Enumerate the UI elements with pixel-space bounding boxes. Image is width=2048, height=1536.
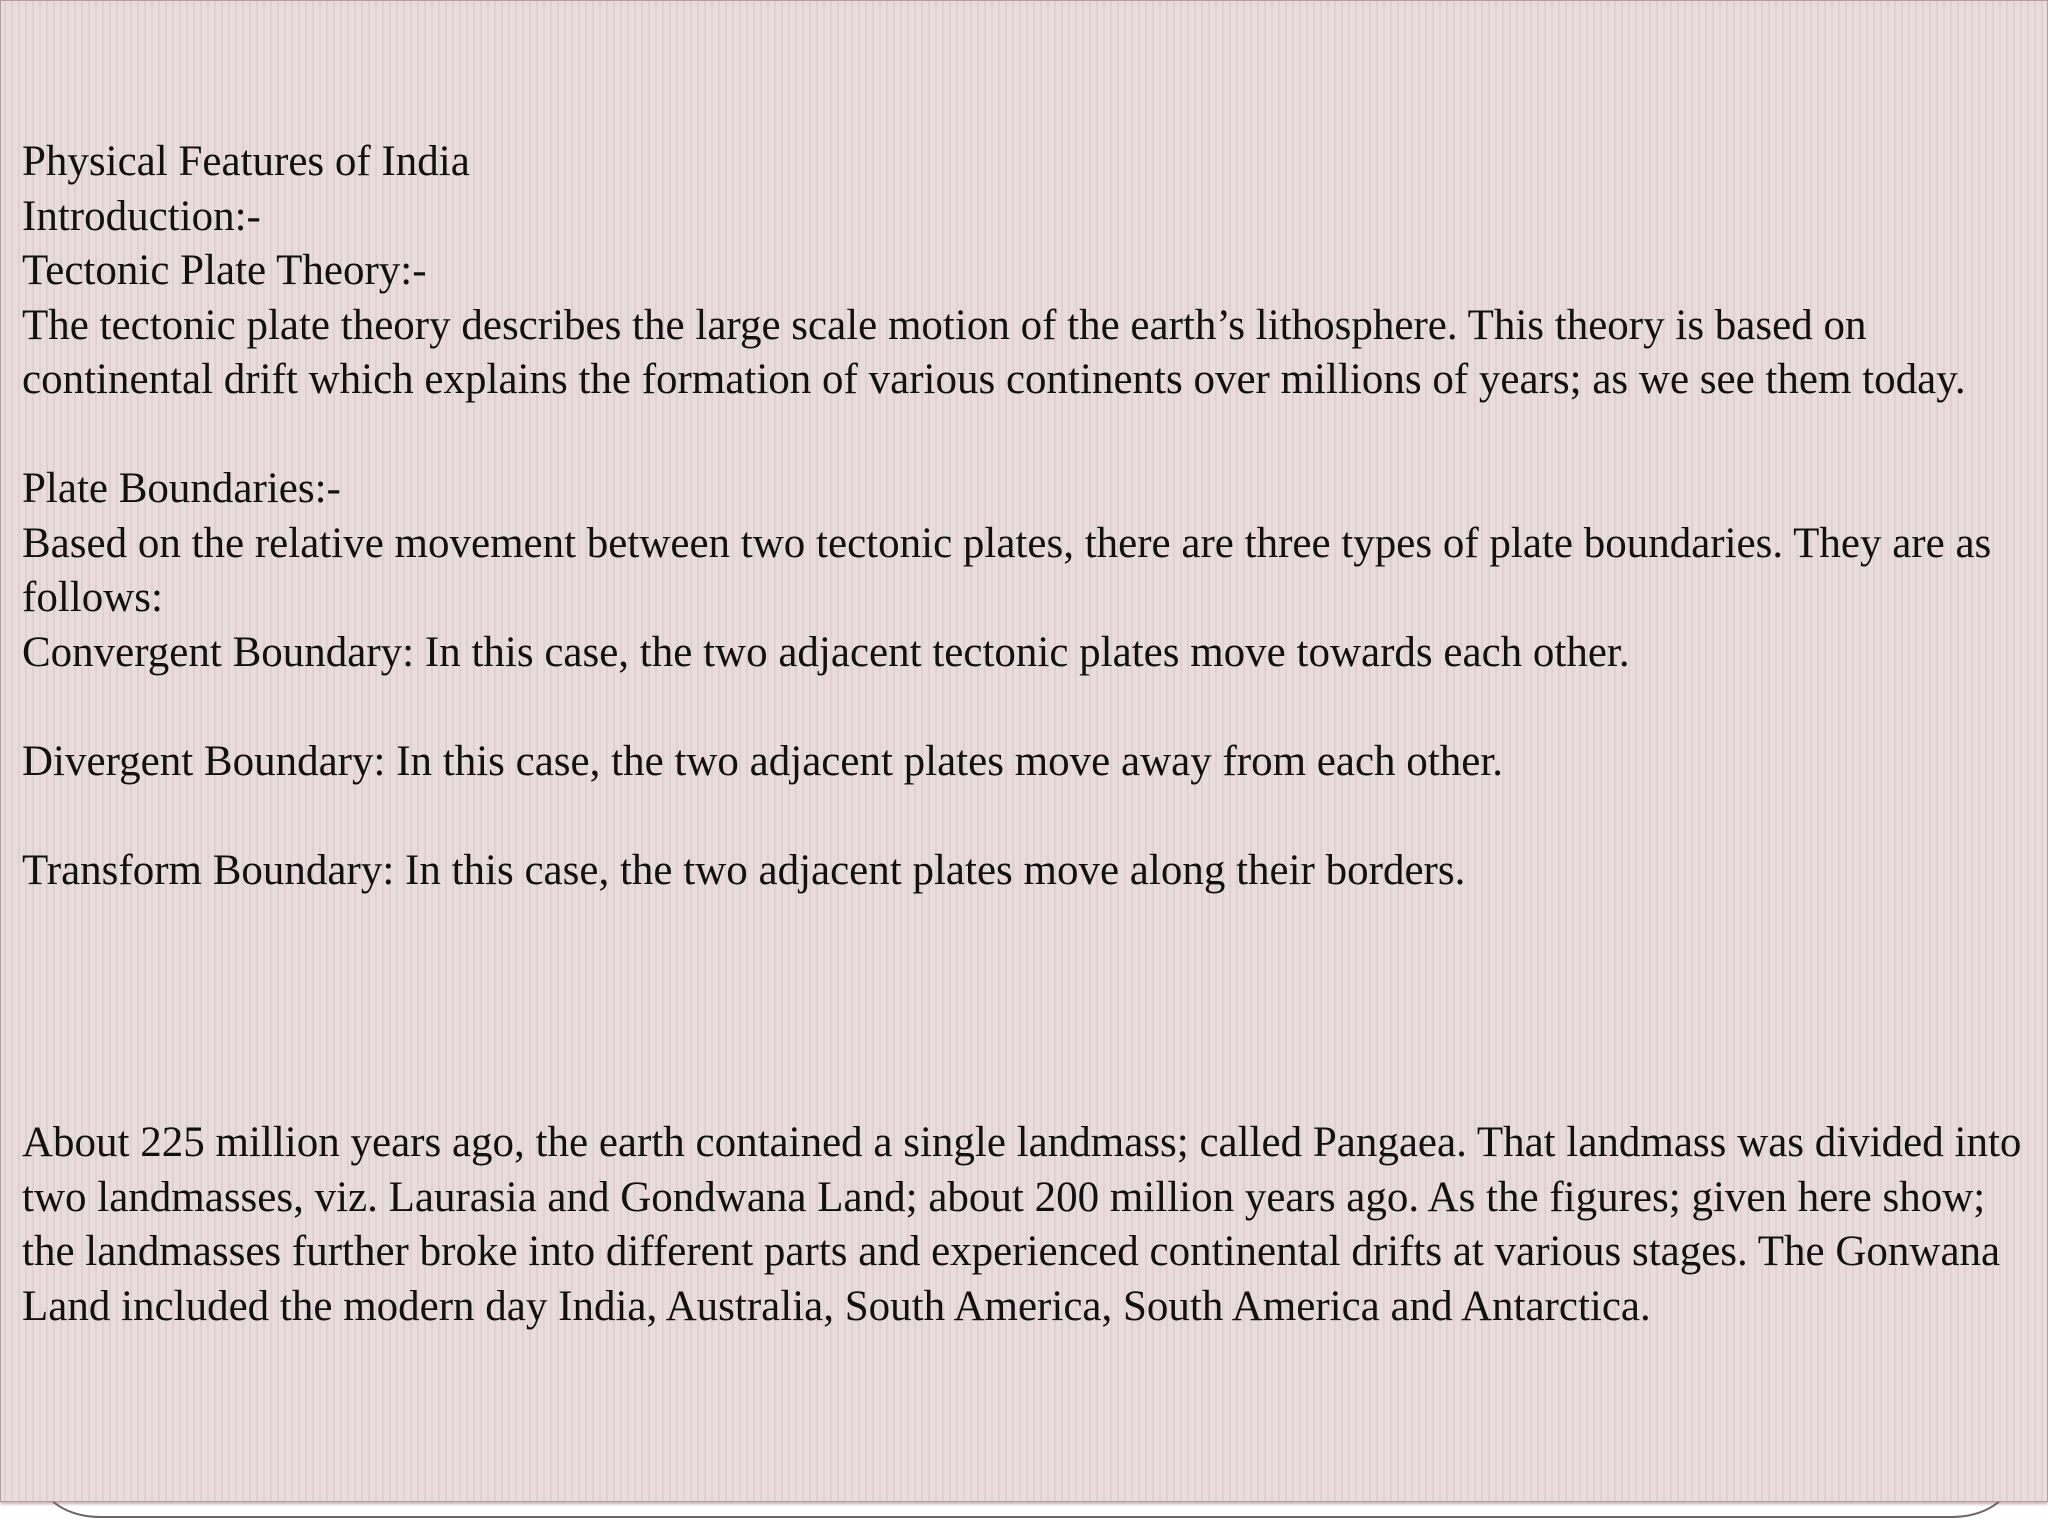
boundaries-heading: Plate Boundaries:-	[22, 465, 341, 512]
divergent-boundary: Divergent Boundary: In this case, the two adjacent plates move away from each other.	[22, 737, 1504, 785]
spacer	[22, 680, 2032, 735]
spacer	[22, 789, 2032, 844]
slide-text-body	[22, 135, 2032, 1334]
introduction-heading: Introduction:-	[22, 192, 261, 240]
tectonic-paragraph: The tectonic plate theory describes the large scale motion of the earth’s lithosphere. This theory is based on continental drift which explains the formation of various continents over millions of years; as we see them today.	[22, 301, 1966, 403]
spacer	[22, 408, 2032, 463]
spacer	[22, 898, 2032, 1116]
boundaries-intro: Based on the relative movement between two tectonic plates, there are three types of plate boundaries. They are as follows:	[22, 519, 1992, 621]
transform-boundary: Transform Boundary: In this case, the two adjacent plates move along their borders.	[22, 846, 1466, 894]
convergent-boundary: Convergent Boundary: In this case, the two adjacent tectonic plates move towards each other.	[22, 628, 1630, 676]
tectonic-heading: Tectonic Plate Theory:-	[22, 247, 427, 294]
pangaea-paragraph: About 225 million years ago, the earth contained a single landmass; called Pangaea. That landmass was divided into two landmasses, viz. Laurasia and Gondwana Land; about 200 million years ago. As the figures; given here show; the landmasses further broke into different parts and experienced continental drifts at various stages. The Gonwana Land included the modern day India, Australia, South America, South America and Antarctica.	[22, 1119, 2022, 1330]
page-title: Physical Features of India	[22, 138, 470, 185]
